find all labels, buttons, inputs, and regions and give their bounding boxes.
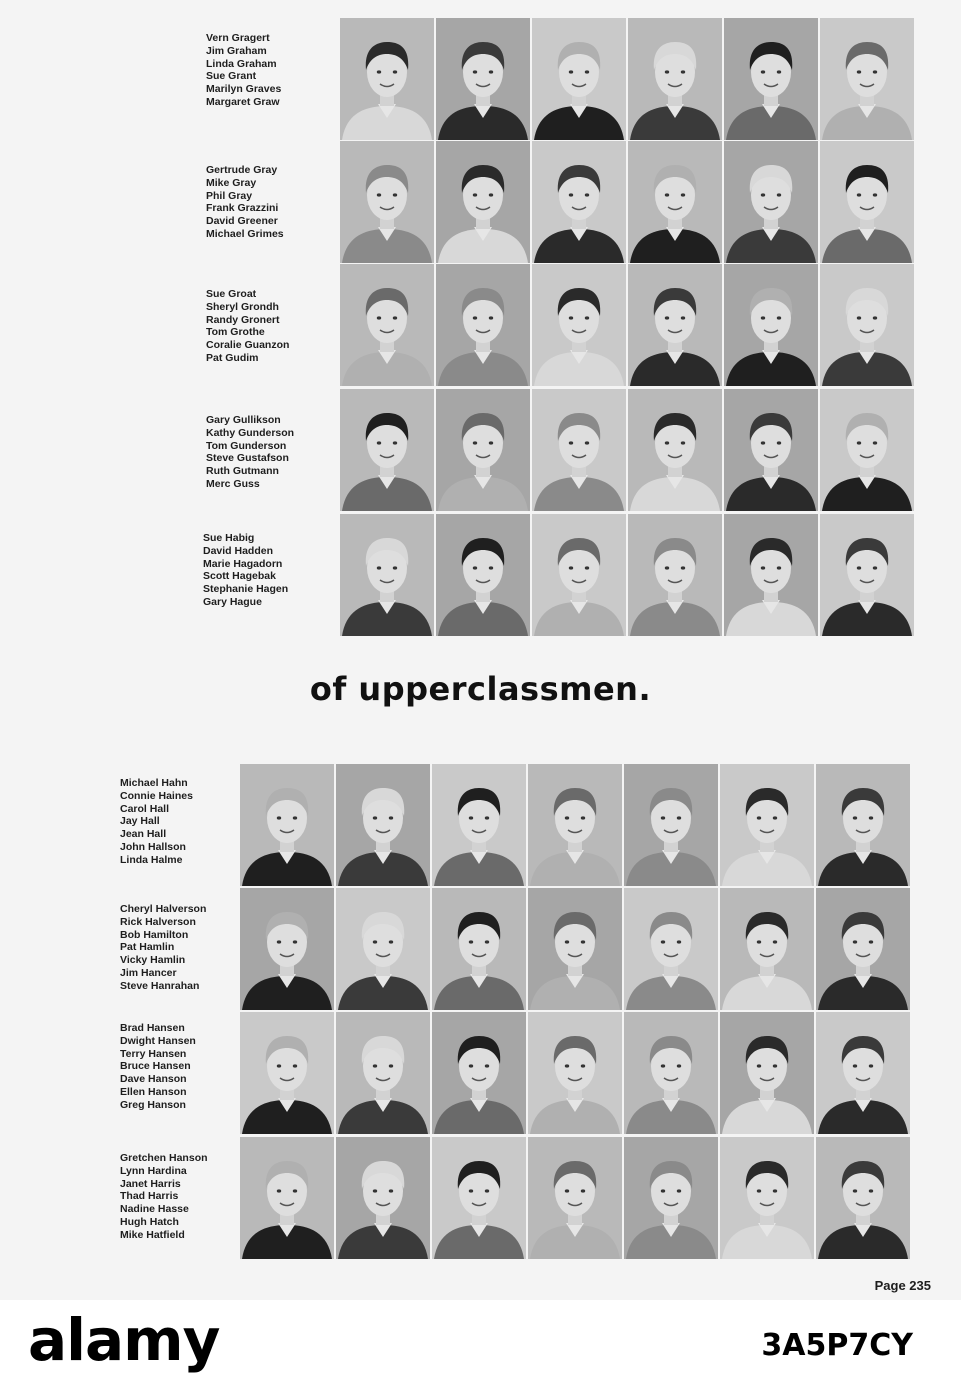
student-name: Vern Gragert (206, 32, 270, 44)
student-portrait (340, 18, 434, 140)
student-name: Scott Hagebak (203, 570, 276, 583)
student-name: Sue Grant (206, 70, 257, 83)
page-number: Page 235 (874, 1278, 931, 1293)
student-name: Randy Gronert (206, 313, 280, 326)
student-portrait (340, 389, 434, 511)
student-name: Mike Gray (206, 176, 257, 189)
name-list (206, 32, 281, 109)
student-name: Steve Hanrahan (120, 979, 200, 992)
student-name: Terry Hansen (120, 1047, 187, 1060)
photo-row (240, 888, 910, 1010)
student-portrait (624, 764, 718, 886)
student-portrait (532, 141, 626, 263)
student-portrait (628, 141, 722, 263)
student-portrait (724, 264, 818, 386)
watermark-image-id: 3A5P7CY (761, 1328, 913, 1363)
student-portrait (624, 1012, 718, 1134)
student-name: Gretchen Hanson (120, 1152, 208, 1164)
student-name: Phil Gray (206, 189, 253, 202)
student-portrait (628, 264, 722, 386)
name-list (203, 532, 288, 609)
student-portrait (532, 514, 626, 636)
section-headline: of upperclassmen. (309, 670, 652, 708)
student-name: Linda Graham (206, 57, 277, 70)
student-name: Gertrude Gray (206, 164, 278, 176)
student-portrait (528, 888, 622, 1010)
name-list (120, 903, 206, 993)
student-name: Dwight Hansen (120, 1034, 196, 1047)
student-name: Sue Habig (203, 532, 255, 544)
student-name: David Hadden (203, 544, 274, 557)
student-name: Nadine Hasse (120, 1203, 189, 1216)
name-list (120, 1152, 208, 1242)
student-portrait (820, 264, 914, 386)
photo-row (340, 18, 914, 140)
student-name: David Greener (206, 215, 278, 228)
photo-row (240, 764, 910, 886)
student-name: Michael Hahn (120, 777, 188, 789)
student-portrait (340, 514, 434, 636)
student-portrait (432, 1137, 526, 1259)
student-portrait (820, 141, 914, 263)
student-portrait (720, 1137, 814, 1259)
student-name: Hugh Hatch (120, 1215, 179, 1228)
student-portrait (720, 888, 814, 1010)
photo-row (340, 514, 914, 636)
student-portrait (336, 1012, 430, 1134)
student-name: Ellen Hanson (120, 1085, 187, 1098)
student-name: Jim Hancer (120, 966, 177, 979)
student-name: Merc Guss (206, 477, 260, 490)
student-portrait (528, 1012, 622, 1134)
student-name: Linda Halme (120, 853, 183, 866)
student-name: Janet Harris (120, 1177, 181, 1190)
student-name: Tom Gunderson (206, 439, 287, 452)
student-name: Carol Hall (120, 802, 170, 815)
student-name: Marie Hagadorn (203, 557, 283, 570)
student-name: Marilyn Graves (206, 83, 282, 96)
student-portrait (432, 1012, 526, 1134)
photo-row (340, 264, 914, 386)
watermark-logo: alamy (28, 1306, 220, 1374)
student-portrait (532, 18, 626, 140)
name-list (120, 1022, 196, 1112)
student-name: Frank Grazzini (206, 202, 279, 215)
photo-row (240, 1012, 910, 1134)
student-portrait (240, 1012, 334, 1134)
student-portrait (628, 389, 722, 511)
student-name: Thad Harris (120, 1190, 179, 1203)
student-portrait (724, 18, 818, 140)
student-name: Ruth Gutmann (206, 465, 279, 478)
student-name: Connie Haines (120, 789, 193, 802)
student-portrait (436, 389, 530, 511)
student-portrait (432, 764, 526, 886)
student-portrait (336, 764, 430, 886)
name-list (120, 777, 193, 867)
student-portrait (628, 18, 722, 140)
student-portrait (432, 888, 526, 1010)
student-portrait (436, 18, 530, 140)
student-portrait (340, 264, 434, 386)
student-name: Pat Gudim (206, 351, 259, 364)
student-name: Pat Hamlin (120, 941, 175, 954)
student-portrait (532, 264, 626, 386)
student-name: Sue Groat (206, 288, 257, 300)
student-portrait (436, 264, 530, 386)
student-portrait (240, 764, 334, 886)
student-portrait (240, 1137, 334, 1259)
student-portrait (336, 1137, 430, 1259)
student-name: Sheryl Grondh (206, 300, 279, 313)
student-portrait (816, 1012, 910, 1134)
student-portrait (820, 18, 914, 140)
student-portrait (436, 141, 530, 263)
photo-row (240, 1137, 910, 1259)
student-name: Jay Hall (120, 815, 160, 828)
student-name: Vicky Hamlin (120, 954, 186, 967)
student-portrait (816, 888, 910, 1010)
student-portrait (336, 888, 430, 1010)
student-portrait (820, 514, 914, 636)
student-portrait (724, 389, 818, 511)
student-name: Stephanie Hagen (203, 583, 289, 596)
student-portrait (340, 141, 434, 263)
student-portrait (816, 1137, 910, 1259)
student-portrait (624, 1137, 718, 1259)
student-name: Bruce Hansen (120, 1060, 191, 1073)
student-name: Michael Grimes (206, 227, 284, 240)
name-list (206, 164, 284, 241)
student-name: John Hallson (120, 840, 186, 853)
student-name: Tom Grothe (206, 326, 265, 339)
student-portrait (720, 764, 814, 886)
name-list (206, 414, 294, 491)
student-name: Coralie Guanzon (206, 339, 290, 352)
student-name: Gary Gullikson (206, 414, 281, 426)
student-name: Lynn Hardina (120, 1164, 187, 1177)
student-name: Greg Hanson (120, 1098, 186, 1111)
student-portrait (820, 389, 914, 511)
student-portrait (528, 1137, 622, 1259)
student-portrait (436, 514, 530, 636)
student-name: Gary Hague (203, 595, 262, 608)
student-portrait (816, 764, 910, 886)
student-portrait (528, 764, 622, 886)
student-portrait (724, 514, 818, 636)
student-name: Kathy Gunderson (206, 426, 295, 439)
student-name: Steve Gustafson (206, 452, 289, 465)
student-portrait (724, 141, 818, 263)
name-list (206, 288, 289, 365)
student-portrait (720, 1012, 814, 1134)
student-name: Mike Hatfield (120, 1228, 185, 1241)
student-name: Bob Hamilton (120, 928, 189, 941)
student-name: Dave Hanson (120, 1073, 187, 1086)
student-name: Cheryl Halverson (120, 903, 207, 915)
student-portrait (628, 514, 722, 636)
photo-row (340, 141, 914, 263)
student-name: Rick Halverson (120, 915, 196, 928)
student-portrait (532, 389, 626, 511)
student-name: Jean Hall (120, 828, 167, 841)
student-name: Brad Hansen (120, 1022, 185, 1034)
photo-row (340, 389, 914, 511)
student-name: Jim Graham (206, 44, 267, 57)
student-portrait (624, 888, 718, 1010)
student-portrait (240, 888, 334, 1010)
student-name: Margaret Graw (206, 95, 280, 108)
